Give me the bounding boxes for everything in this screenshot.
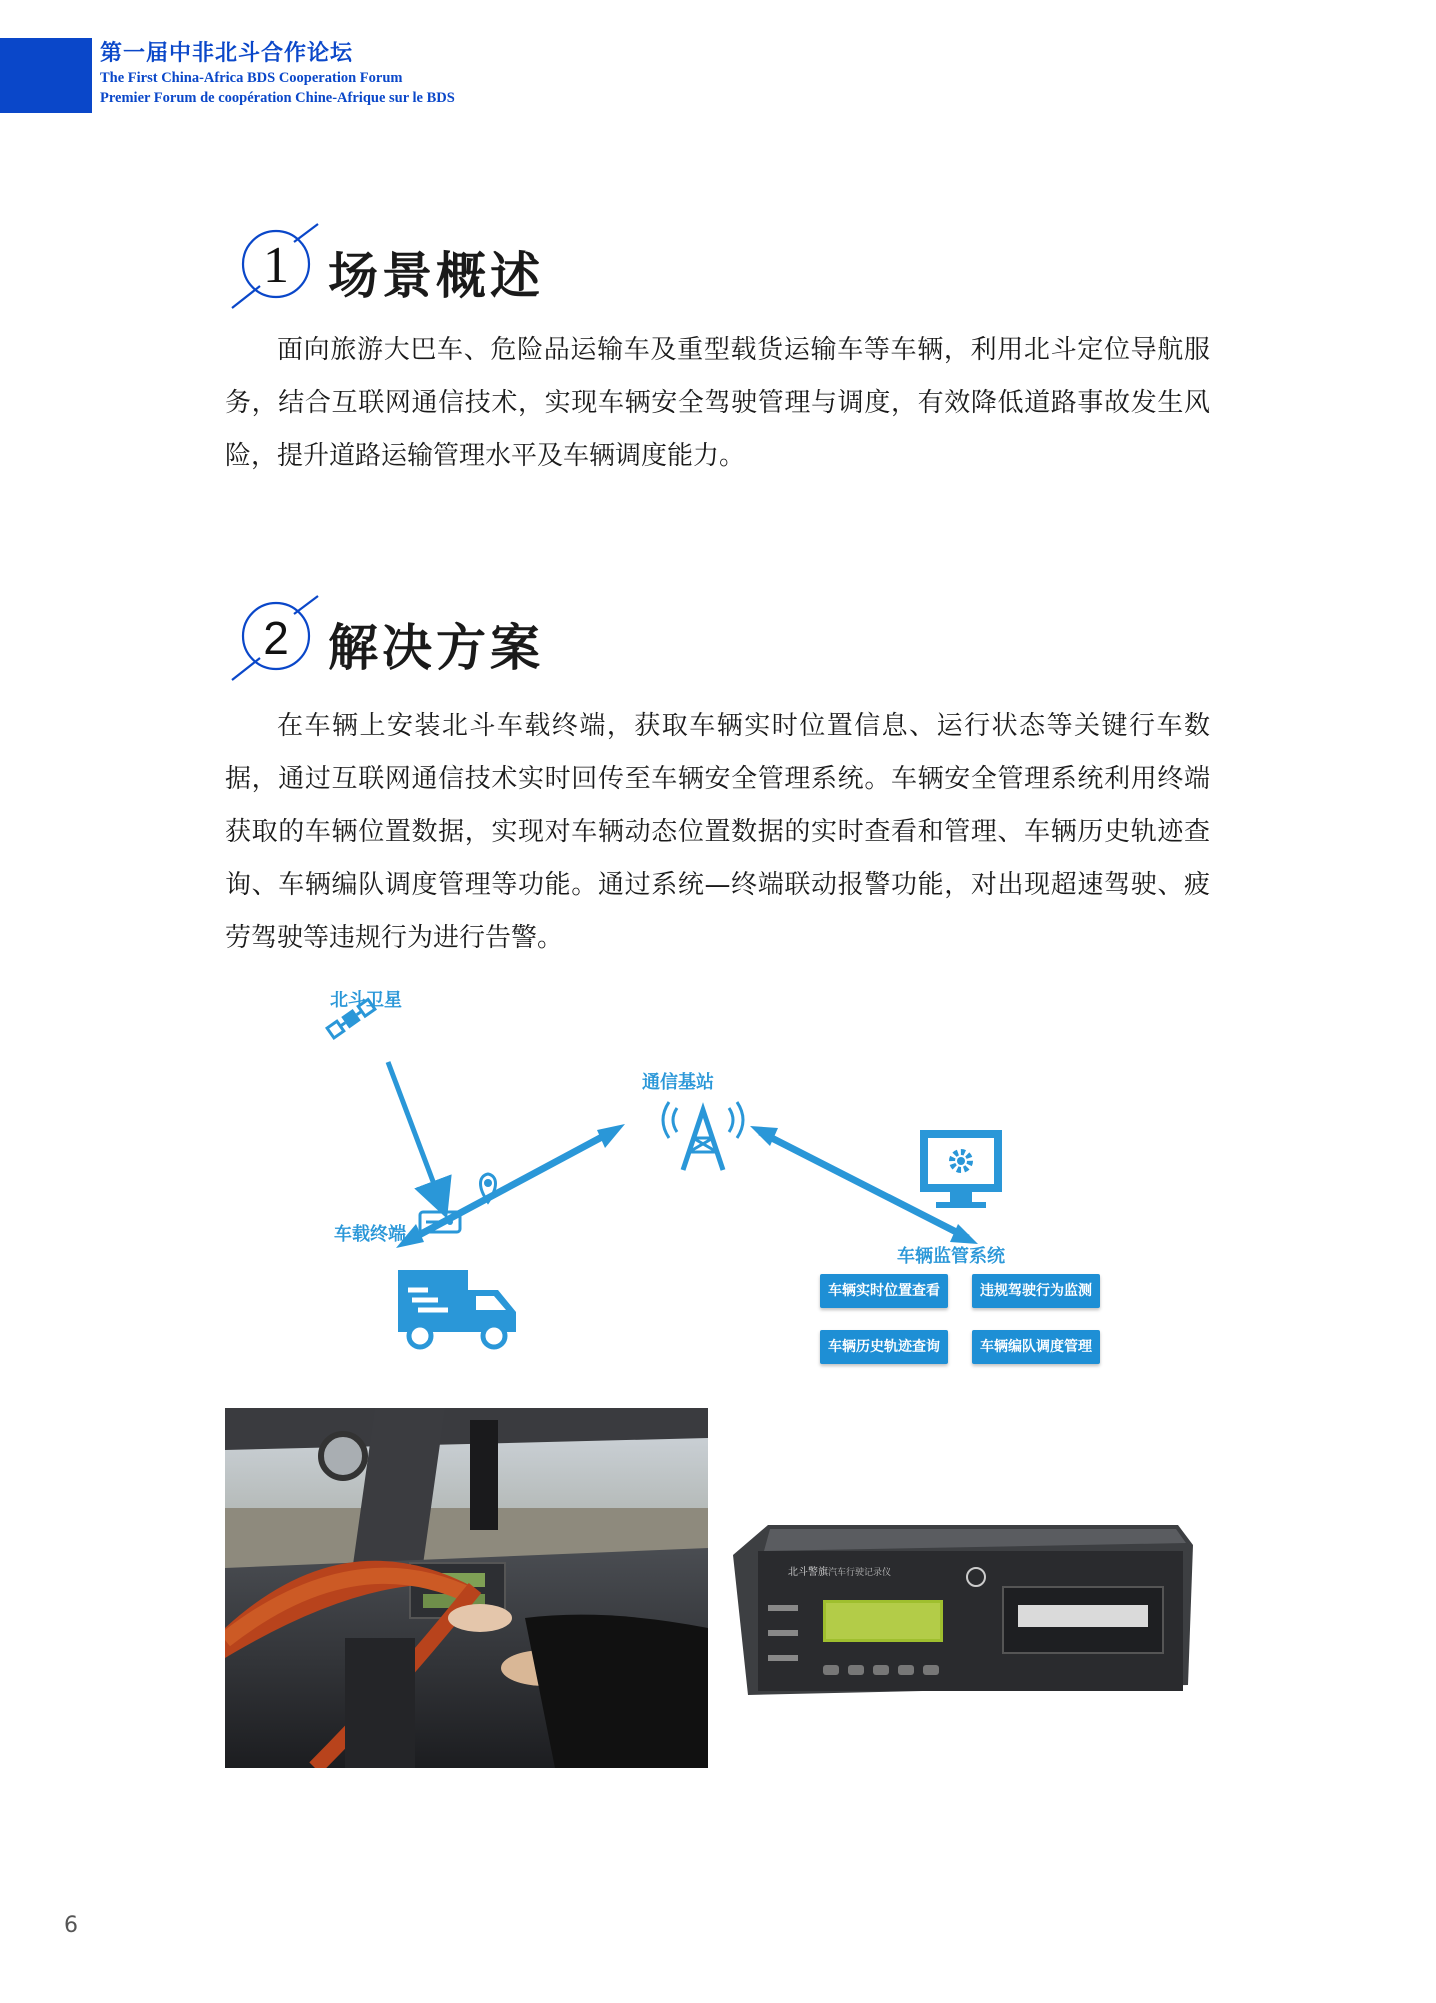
satellite-link-line	[388, 1062, 440, 1200]
section-number: 1	[263, 237, 289, 294]
section-2-heading	[220, 594, 720, 684]
forum-title-en: The First China-Africa BDS Cooperation Forum	[100, 70, 403, 86]
forum-title-fr: Premier Forum de coopération Chine-Afrique sur le BDS	[100, 90, 455, 106]
truck-cab-photo	[225, 1408, 708, 1768]
signal-tower-icon	[663, 1102, 743, 1170]
function-fleet-dispatch: 车辆编队调度管理	[972, 1330, 1100, 1364]
page-number: 6	[64, 1913, 78, 1938]
forum-header	[100, 40, 455, 108]
function-violation-monitoring: 违规驾驶行为监测	[972, 1274, 1100, 1308]
base-station-label: 通信基站	[642, 1072, 714, 1093]
vehicle-terminal-device-photo	[728, 1515, 1196, 1705]
system-label: 车辆监管系统	[897, 1246, 1005, 1267]
diagram-graphics	[320, 980, 1120, 1390]
monitor-gear-icon	[920, 1130, 1002, 1208]
truck-icon	[398, 1270, 516, 1347]
section-1-heading	[220, 222, 720, 312]
system-architecture-diagram	[320, 980, 1120, 1390]
header-color-block	[0, 38, 92, 113]
section-2-body: 在车辆上安装北斗车载终端，获取车辆实时位置信息、运行状态等关键行车数据，通过互联网通信技术实时回传至车辆安全管理系统。车辆安全管理系统利用终端获取的车辆位置数据，实现对车辆动态位置数据的实时查看和管理、车辆历史轨迹查询、车辆编队调度管理等功能。通过系统—终端联动报警功能，对出现超速驾驶、疲劳驾驶等违规行为进行告警。	[225, 711, 1210, 953]
terminal-label: 车载终端	[334, 1224, 406, 1245]
device-text: 汽车行驶记录仪	[828, 1568, 892, 1578]
function-realtime-location: 车辆实时位置查看	[820, 1274, 948, 1308]
section-number-badge	[230, 594, 320, 684]
section-title: 场景概述	[328, 246, 544, 305]
forum-title-cn: 第一届中非北斗合作论坛	[100, 41, 354, 66]
satellite-label: 北斗卫星	[330, 990, 402, 1011]
section-title: 解决方案	[328, 618, 544, 677]
section-number: 2	[263, 612, 289, 664]
function-history-track: 车辆历史轨迹查询	[820, 1330, 948, 1364]
section-1-body: 面向旅游大巴车、危险品运输车及重型载货运输车等车辆，利用北斗定位导航服务，结合互联网通信技术，实现车辆安全驾驶管理与调度，有效降低道路事故发生风险，提升道路运输管理水平及车辆调度能力。	[225, 335, 1210, 471]
section-number-badge	[230, 222, 320, 312]
device-brand: 北斗警旗	[788, 1567, 828, 1578]
